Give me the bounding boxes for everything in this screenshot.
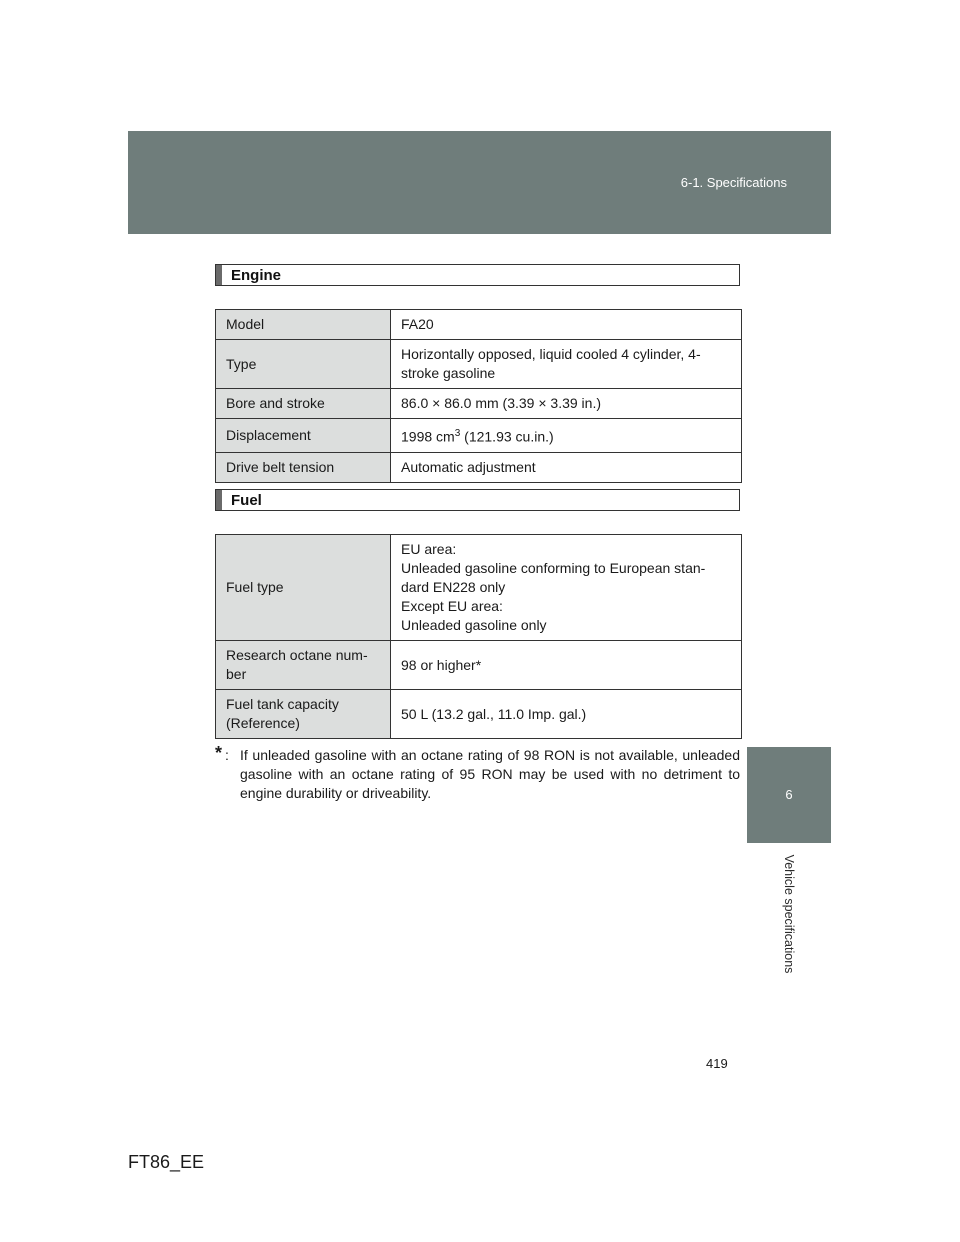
fuel-section-title: Fuel (231, 491, 262, 509)
document-code: FT86_EE (128, 1152, 205, 1172)
row-label (216, 641, 391, 690)
row-label: Displacement (216, 419, 391, 453)
row-value (391, 535, 742, 641)
table-row (216, 310, 742, 340)
value-line: Unleaded gasoline conforming to European stan- (401, 560, 706, 576)
chapter-label: Vehicle specifications (782, 854, 796, 974)
footnote-marker: * (215, 743, 223, 763)
displacement-value-suffix: (121.93 cu.in.) (460, 428, 554, 445)
section-marker-bar (216, 490, 222, 510)
row-label: Type (216, 340, 391, 389)
table-row (216, 419, 742, 453)
section-title: 6-1. Specifications (680, 175, 787, 190)
value-line: dard EN228 only (401, 579, 506, 595)
row-value: 50 L (13.2 gal., 11.0 Imp. gal.) (391, 690, 742, 739)
row-label (216, 690, 391, 739)
section-marker-bar (216, 265, 222, 285)
row-value: Horizontally opposed, liquid cooled 4 cylinder, 4-stroke gasoline (391, 340, 742, 389)
header-band (128, 131, 831, 234)
label-line: (Reference) (226, 715, 300, 731)
row-label: Model (216, 310, 391, 340)
engine-section-header (215, 264, 740, 286)
row-value (391, 419, 742, 453)
fuel-section-header (215, 489, 740, 511)
label-line: Research octane num- (226, 647, 368, 663)
page-number: 419 (706, 1056, 728, 1071)
value-line: EU area: (401, 541, 457, 557)
footnote-text: If unleaded gasoline with an octane rating of 98 RON is not available, unleaded gasoline with an octane rating of 95 RON may be used with no detriment to engine durability or driveability. (240, 747, 740, 801)
row-value: Automatic adjustment (391, 452, 742, 482)
row-label: Fuel type (216, 535, 391, 641)
chapter-number: 6 (785, 787, 793, 802)
table-row (216, 690, 742, 739)
engine-spec-table (215, 309, 742, 483)
label-line: ber (226, 666, 247, 682)
table-row (216, 389, 742, 419)
table-row (216, 641, 742, 690)
label-line: Fuel tank capacity (226, 696, 339, 712)
table-row (216, 340, 742, 389)
engine-section-title: Engine (231, 266, 282, 284)
chapter-tab (747, 747, 831, 843)
row-value: 98 or higher* (391, 641, 742, 690)
footnote-colon: : (225, 747, 229, 763)
footnote (215, 743, 740, 803)
row-value: 86.0 × 86.0 mm (3.39 × 3.39 in.) (391, 389, 742, 419)
row-value: FA20 (391, 310, 742, 340)
row-label: Bore and stroke (216, 389, 391, 419)
table-row (216, 535, 742, 641)
fuel-spec-table (215, 534, 742, 739)
table-row (216, 452, 742, 482)
value-line: Except EU area: (401, 598, 503, 614)
superscript: 3 (454, 428, 461, 439)
row-label: Drive belt tension (216, 452, 391, 482)
displacement-value: 1998 cm (401, 428, 455, 445)
value-line: Unleaded gasoline only (401, 617, 547, 633)
